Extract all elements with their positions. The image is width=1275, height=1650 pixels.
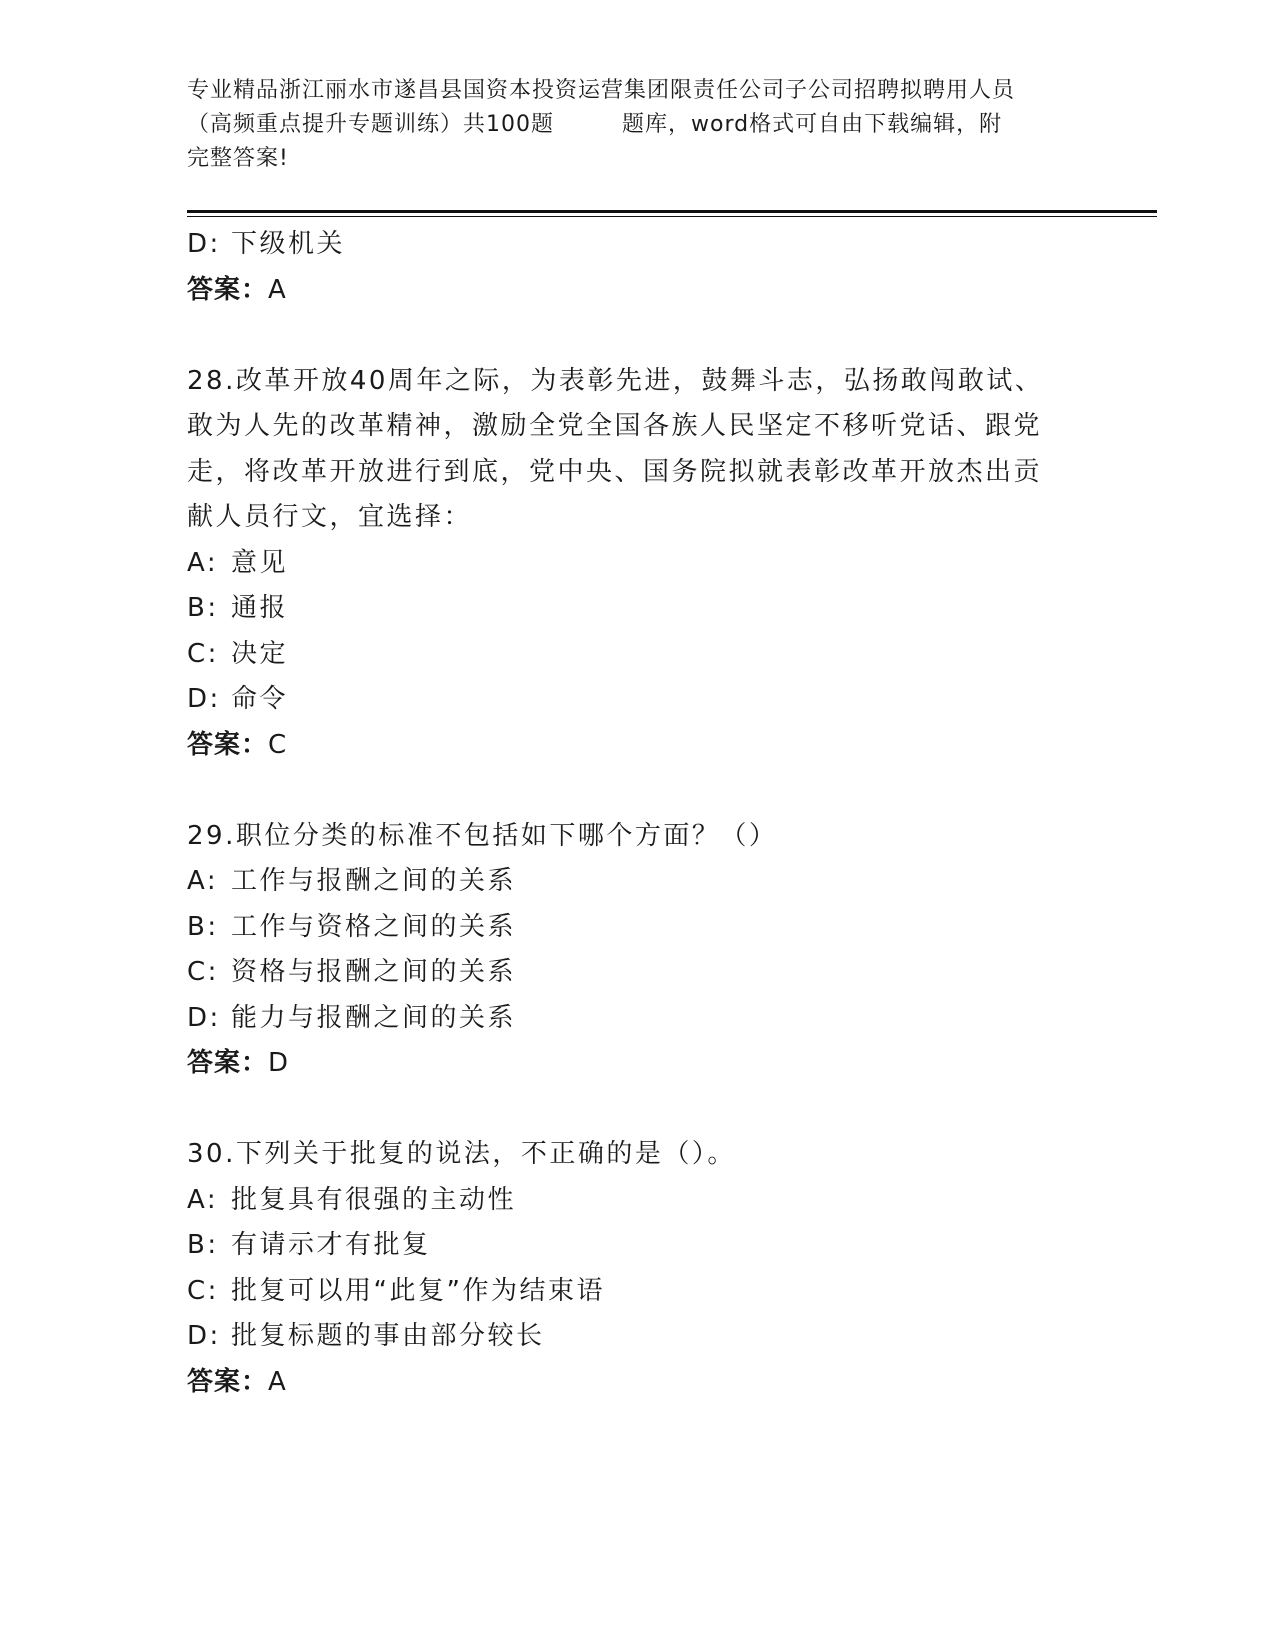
option-key: D:	[187, 684, 221, 714]
option-c	[187, 950, 1087, 996]
header-line-2-part-2: 题库，word格式可自由下载编辑，附	[622, 112, 1003, 137]
option-key: B:	[187, 593, 219, 623]
option-key: D:	[187, 1321, 221, 1351]
header-divider-thin	[187, 216, 1157, 217]
header-line-3: 完整答案!	[187, 146, 289, 171]
header-line-2-part-1: （高频重点提升专题训练）共100题	[187, 112, 554, 137]
answer-value: A	[268, 1366, 287, 1397]
option-text: 批复具有很强的主动性	[231, 1184, 517, 1215]
option-key: C:	[187, 638, 219, 669]
question-stem-line: 30.下列关于批复的说法，不正确的是（）。	[187, 1139, 736, 1169]
question-28	[187, 359, 1087, 769]
answer	[187, 1041, 1087, 1087]
option-text: 批复可以用“此复”作为结束语	[231, 1275, 605, 1306]
answer-label: 答案：	[187, 274, 269, 305]
question-29	[187, 814, 1087, 1087]
option-a	[187, 1178, 1087, 1224]
option-text: 通报	[231, 593, 289, 623]
prev-answer	[187, 268, 1087, 314]
option-a	[187, 541, 1087, 587]
question-stem-line: 献人员行文，宜选择：	[187, 502, 473, 532]
question-30	[187, 1132, 1087, 1405]
option-key: A:	[187, 547, 219, 578]
option-text: 意见	[231, 547, 289, 578]
question-stem-line: 28.改革开放40周年之际，为表彰先进，鼓舞斗志，弘扬敢闯敢试、	[187, 365, 1044, 396]
option-text: 命令	[231, 684, 289, 714]
option-text: 工作与资格之间的关系	[231, 911, 517, 942]
option-key: D:	[187, 1002, 221, 1033]
option-text: 下级机关	[231, 229, 346, 259]
answer-value: A	[268, 274, 287, 305]
option-b	[187, 905, 1087, 951]
answer-label: 答案：	[187, 1048, 269, 1078]
question-stem-line: 走，将改革开放进行到底，党中央、国务院拟就表彰改革开放杰出贡	[187, 456, 1043, 487]
question-stem-line: 敢为人先的改革精神，激励全党全国各族人民坚定不移听党话、跟党	[187, 411, 1043, 441]
answer-label: 答案：	[187, 1366, 269, 1397]
spacer	[187, 768, 1087, 814]
prev-option-d	[187, 222, 1087, 268]
option-text: 有请示才有批复	[231, 1230, 431, 1260]
option-text: 资格与报酬之间的关系	[231, 957, 517, 987]
option-d	[187, 1314, 1087, 1360]
option-text: 批复标题的事由部分较长	[231, 1321, 545, 1351]
header-line-1: 专业精品浙江丽水市遂昌县国资本投资运营集团限责任公司子公司招聘拟聘用人员	[187, 78, 1016, 103]
question-stem-line: 29.职位分类的标准不包括如下哪个方面？（）	[187, 820, 778, 851]
answer	[187, 1360, 1087, 1406]
option-c	[187, 1269, 1087, 1315]
option-key: D:	[187, 229, 221, 259]
option-key: A:	[187, 1184, 219, 1215]
option-d	[187, 677, 1087, 723]
option-key: B:	[187, 1230, 219, 1260]
answer	[187, 723, 1087, 769]
option-key: B:	[187, 911, 219, 942]
option-c	[187, 632, 1087, 678]
option-b	[187, 586, 1087, 632]
option-text: 决定	[231, 638, 289, 669]
option-a	[187, 859, 1087, 905]
option-text: 工作与报酬之间的关系	[231, 866, 517, 896]
header-divider-thick	[187, 210, 1157, 213]
option-key: C:	[187, 1275, 219, 1306]
spacer	[187, 313, 1087, 359]
option-key: C:	[187, 957, 219, 987]
page-header	[187, 74, 1087, 176]
spacer	[187, 1087, 1087, 1133]
answer-value: C	[268, 729, 288, 760]
option-text: 能力与报酬之间的关系	[231, 1002, 517, 1033]
option-b	[187, 1223, 1087, 1269]
header-line-2	[187, 108, 1087, 142]
option-key: A:	[187, 866, 219, 896]
option-d	[187, 996, 1087, 1042]
answer-label: 答案：	[187, 729, 269, 760]
answer-value: D	[268, 1048, 290, 1078]
question-content	[187, 222, 1087, 1405]
